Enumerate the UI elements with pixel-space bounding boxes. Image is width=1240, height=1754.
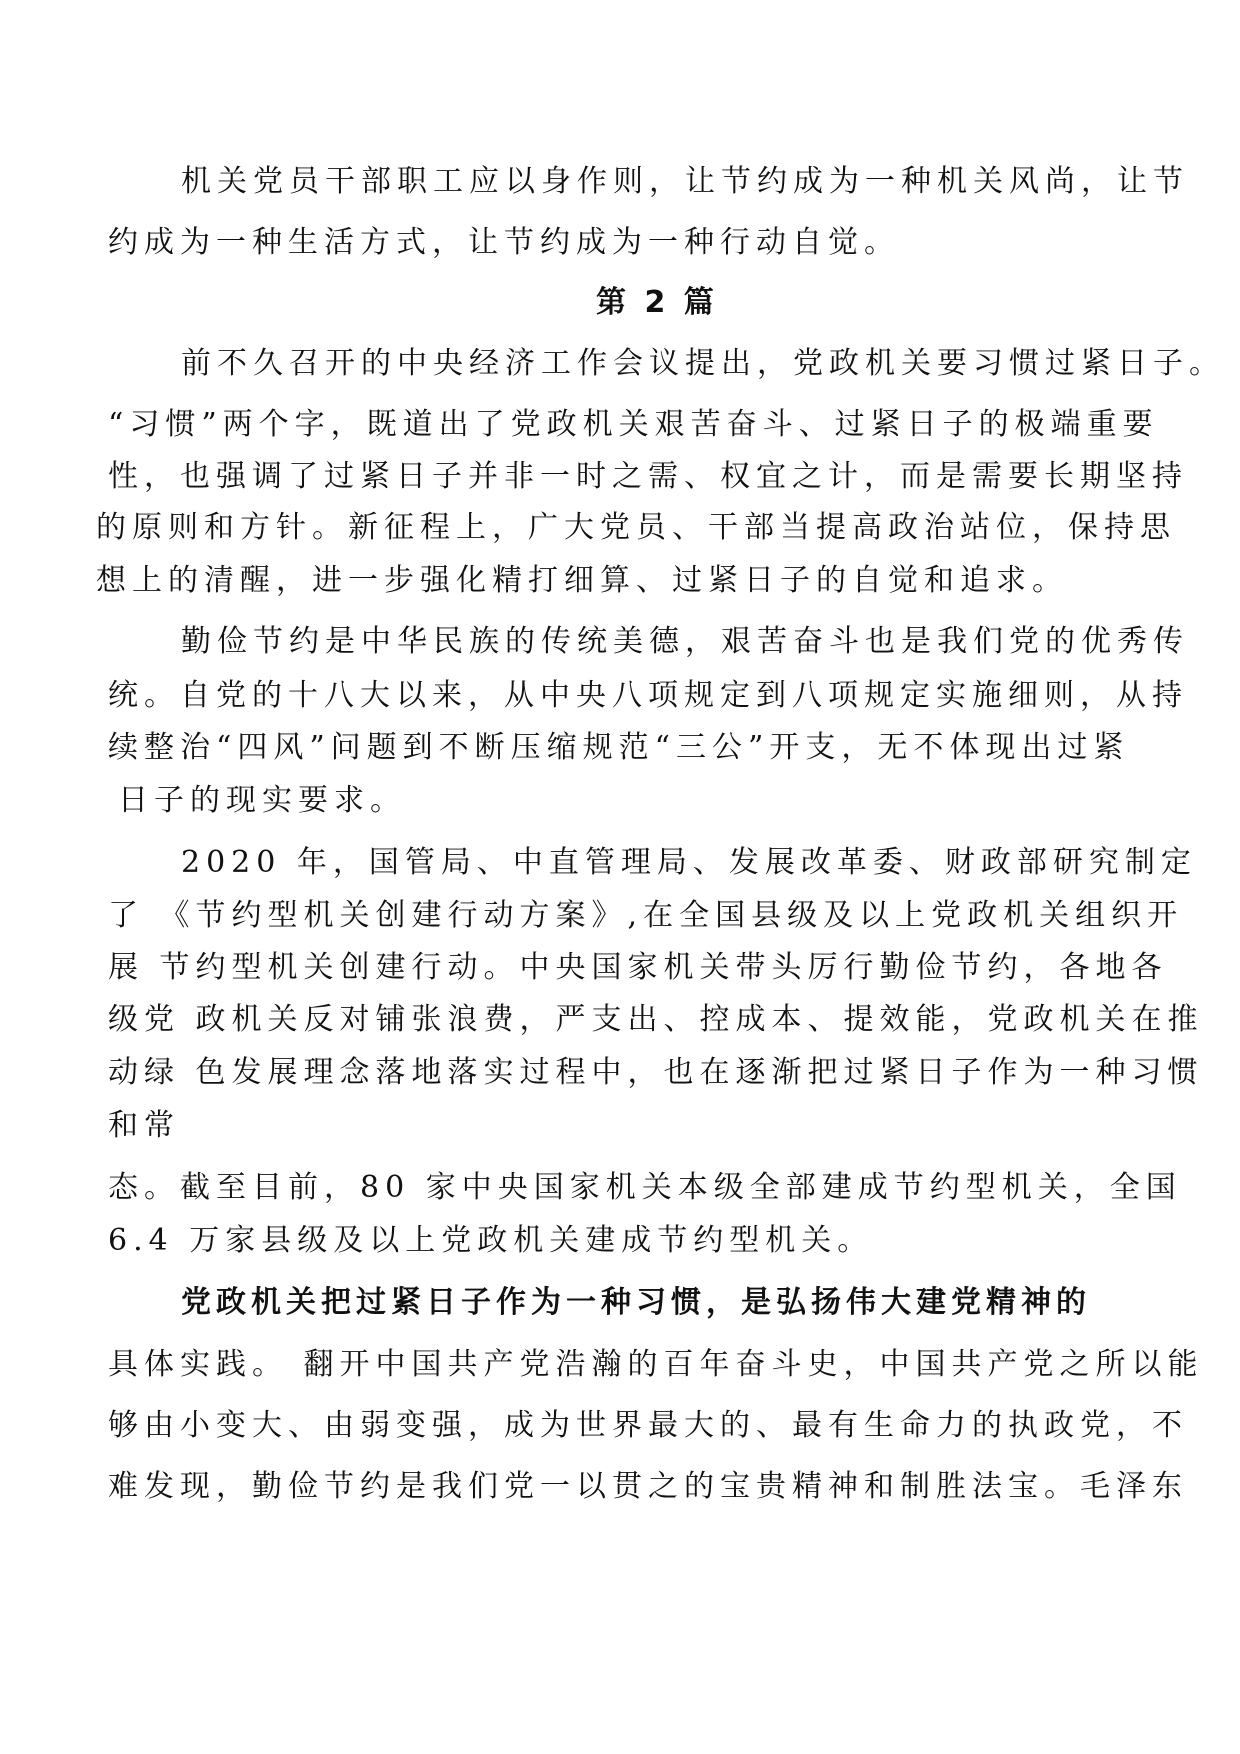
paragraph-line: 机关党员干部职工应以身作则，让节约成为一种机关风尚，让节 (181, 164, 1189, 199)
paragraph-line: 6.4 万家县级及以上党政机关建成节约型机关。 (108, 1223, 874, 1258)
bold-paragraph-heading: 党政机关把过紧日子作为一种习惯，是弘扬伟大建党精神的 (181, 1285, 1091, 1320)
paragraph-line: 续整治“四风”问题到不断压缩规范“三公”开支，无不体现出过紧 (108, 730, 1130, 765)
paragraph-line: “习惯”两个字，既道出了党政机关艰苦奋斗、过紧日子的极端重要 (108, 407, 1159, 442)
paragraph-line: 想上的清醒，进一步强化精打细算、过紧日子的自觉和追求。 (96, 563, 1068, 598)
paragraph-line: 了 《节约型机关创建行动方案》,在全国县级及以上党政机关组织开 (108, 898, 1184, 933)
paragraph-line: 性，也强调了过紧日子并非一时之需、权宜之计，而是需要长期坚持 (108, 459, 1188, 494)
paragraph-line: 展 节约型机关创建行动。中央国家机关带头厉行勤俭节约，各地各 (108, 950, 1168, 985)
paragraph-line: 态。截至目前，80 家中央国家机关本级全部建成节约型机关，全国 (108, 1170, 1182, 1205)
paragraph-line: 动绿 色发展理念落地落实过程中，也在逐渐把过紧日子作为一种习惯 (108, 1055, 1204, 1090)
paragraph-line: 勤俭节约是中华民族的传统美德，艰苦奋斗也是我们党的优秀传 (181, 624, 1189, 659)
section-title: 第 2 篇 (596, 285, 718, 320)
paragraph-line: 难发现，勤俭节约是我们党一以贯之的宝贵精神和制胜法宝。毛泽东 (108, 1469, 1188, 1504)
paragraph-line: 够由小变大、由弱变强，成为世界最大的、最有生命力的执政党，不 (108, 1408, 1188, 1443)
paragraph-line: 前不久召开的中央经济工作会议提出，党政机关要习惯过紧日子。 (181, 346, 1225, 381)
paragraph-line: 约成为一种生活方式，让节约成为一种行动自觉。 (108, 225, 900, 260)
paragraph-line: 具体实践。 翻开中国共产党浩瀚的百年奋斗史，中国共产党之所以能 (108, 1347, 1204, 1382)
paragraph-line: 级党 政机关反对铺张浪费，严支出、控成本、提效能，党政机关在推 (108, 1002, 1204, 1037)
paragraph-line: 统。自党的十八大以来，从中央八项规定到八项规定实施细则，从持 (108, 678, 1188, 713)
paragraph-line: 日子的现实要求。 (118, 783, 406, 818)
paragraph-line: 2020 年，国管局、中直管理局、发展改革委、财政部研究制定 (181, 845, 1197, 880)
paragraph-line: 的原则和方针。新征程上，广大党员、干部当提高政治站位，保持思 (96, 510, 1176, 545)
paragraph-line: 和常 (108, 1108, 180, 1143)
